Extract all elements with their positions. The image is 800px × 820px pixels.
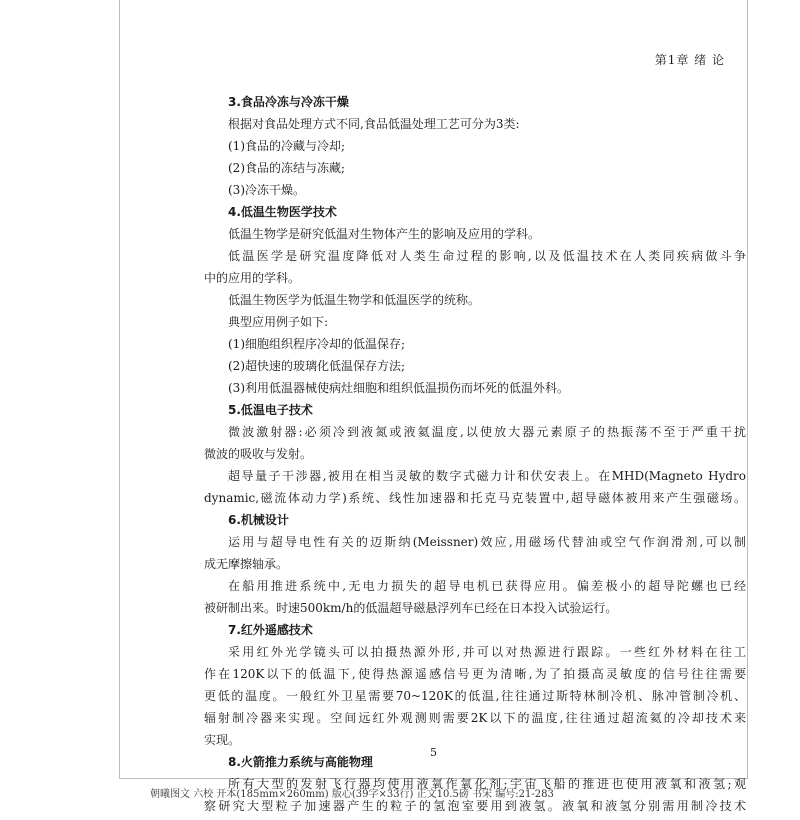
paragraph-line: 低温生物医学为低温生物学和低温医学的统称。 bbox=[228, 293, 481, 307]
paragraph-line: 中的应用的学科。 bbox=[204, 271, 301, 285]
paragraph-line: 成无摩擦轴承。 bbox=[204, 557, 289, 571]
paragraph-line: 根据对食品处理方式不同,食品低温处理工艺可分为3类: bbox=[228, 117, 520, 131]
paragraph-line: (1)食品的冷藏与冷却; bbox=[228, 139, 346, 153]
paragraph-line: (3)利用低温器械使病灶细胞和组织低温损伤而坏死的低温外科。 bbox=[228, 381, 570, 395]
paragraph-line: 作在120K以下的低温下,使得热源遥感信号更为清晰,为了拍摄高灵敏度的信号往往需要 bbox=[204, 667, 746, 681]
paragraph-line: 辐射制冷器来实现。空间远红外观测则需要2K以下的温度,往往通过超流氦的冷却技术来 bbox=[204, 711, 746, 725]
paragraph-line: 超导量子干涉器,被用在相当灵敏的数字式磁力计和伏安表上。在MHD(Magneto Hydro bbox=[228, 469, 746, 483]
section-heading: 6.机械设计 bbox=[228, 513, 289, 527]
paragraph-line: 实现。 bbox=[204, 733, 241, 747]
paragraph-line: (2)食品的冻结与冻藏; bbox=[228, 161, 346, 175]
paragraph-line: 低温生物学是研究低温对生物体产生的影响及应用的学科。 bbox=[228, 227, 541, 241]
paragraph-line: 微波激射器:必须冷到液氮或液氦温度,以使放大器元素原子的热振荡不至于严重干扰 bbox=[228, 425, 746, 439]
paragraph-line: 典型应用例子如下: bbox=[228, 315, 329, 329]
paragraph-line: 被研制出来。时速500km/h的低温超导磁悬浮列车已经在日本投入试验运行。 bbox=[204, 601, 618, 615]
page-body bbox=[204, 94, 746, 820]
paragraph-line: (1)细胞组织程序冷却的低温保存; bbox=[228, 337, 406, 351]
paragraph-line: 所有大型的发射飞行器均使用液氧作氧化剂;宇宙飞船的推进也使用液氧和液氢;观 bbox=[228, 777, 746, 791]
paragraph-line: 低温医学是研究温度降低对人类生命过程的影响,以及低温技术在人类同疾病做斗争 bbox=[228, 249, 746, 263]
paragraph-line: 察研究大型粒子加速器产生的粒子的氢泡室要用到液氢。液氧和液氢分别需用制冷技术 bbox=[204, 799, 746, 813]
paragraph-line: 采用红外光学镜头可以拍摄热源外形,并可以对热源进行跟踪。一些红外材料在往工 bbox=[228, 645, 746, 659]
print-footer: 朝曦图文 六校 开本(185mm×260mm) 版心(39字×33行) 正文10.5磅 书宋 编号:21-283 bbox=[150, 789, 554, 800]
section-heading: 3.食品冷冻与冷冻干燥 bbox=[228, 95, 349, 109]
section-heading: 7.红外遥感技术 bbox=[228, 623, 313, 637]
paragraph-line: (2)超快速的玻璃化低温保存方法; bbox=[228, 359, 406, 373]
paragraph-line: 在船用推进系统中,无电力损失的超导电机已获得应用。偏差极小的超导陀螺也已经 bbox=[228, 579, 746, 593]
section-heading: 4.低温生物医学技术 bbox=[228, 205, 337, 219]
paragraph-line: (3)冷冻干燥。 bbox=[228, 183, 305, 197]
section-heading: 5.低温电子技术 bbox=[228, 403, 313, 417]
section-heading: 8.火箭推力系统与高能物理 bbox=[228, 755, 373, 769]
chapter-header: 第1章 绪 论 bbox=[654, 53, 725, 67]
paragraph-line: 运用与超导电性有关的迈斯纳(Meissner)效应,用磁场代替油或空气作润滑剂,可以制 bbox=[228, 535, 746, 549]
paragraph-line: 微波的吸收与发射。 bbox=[204, 447, 313, 461]
page-number: 5 bbox=[430, 746, 437, 759]
paragraph-line: dynamic,磁流体动力学)系统、线性加速器和托克马克装置中,超导磁体被用来产生强磁场。 bbox=[204, 491, 746, 505]
paragraph-line: 更低的温度。一般红外卫星需要70~120K的低温,往往通过斯特林制冷机、脉冲管制冷机、 bbox=[204, 689, 746, 703]
